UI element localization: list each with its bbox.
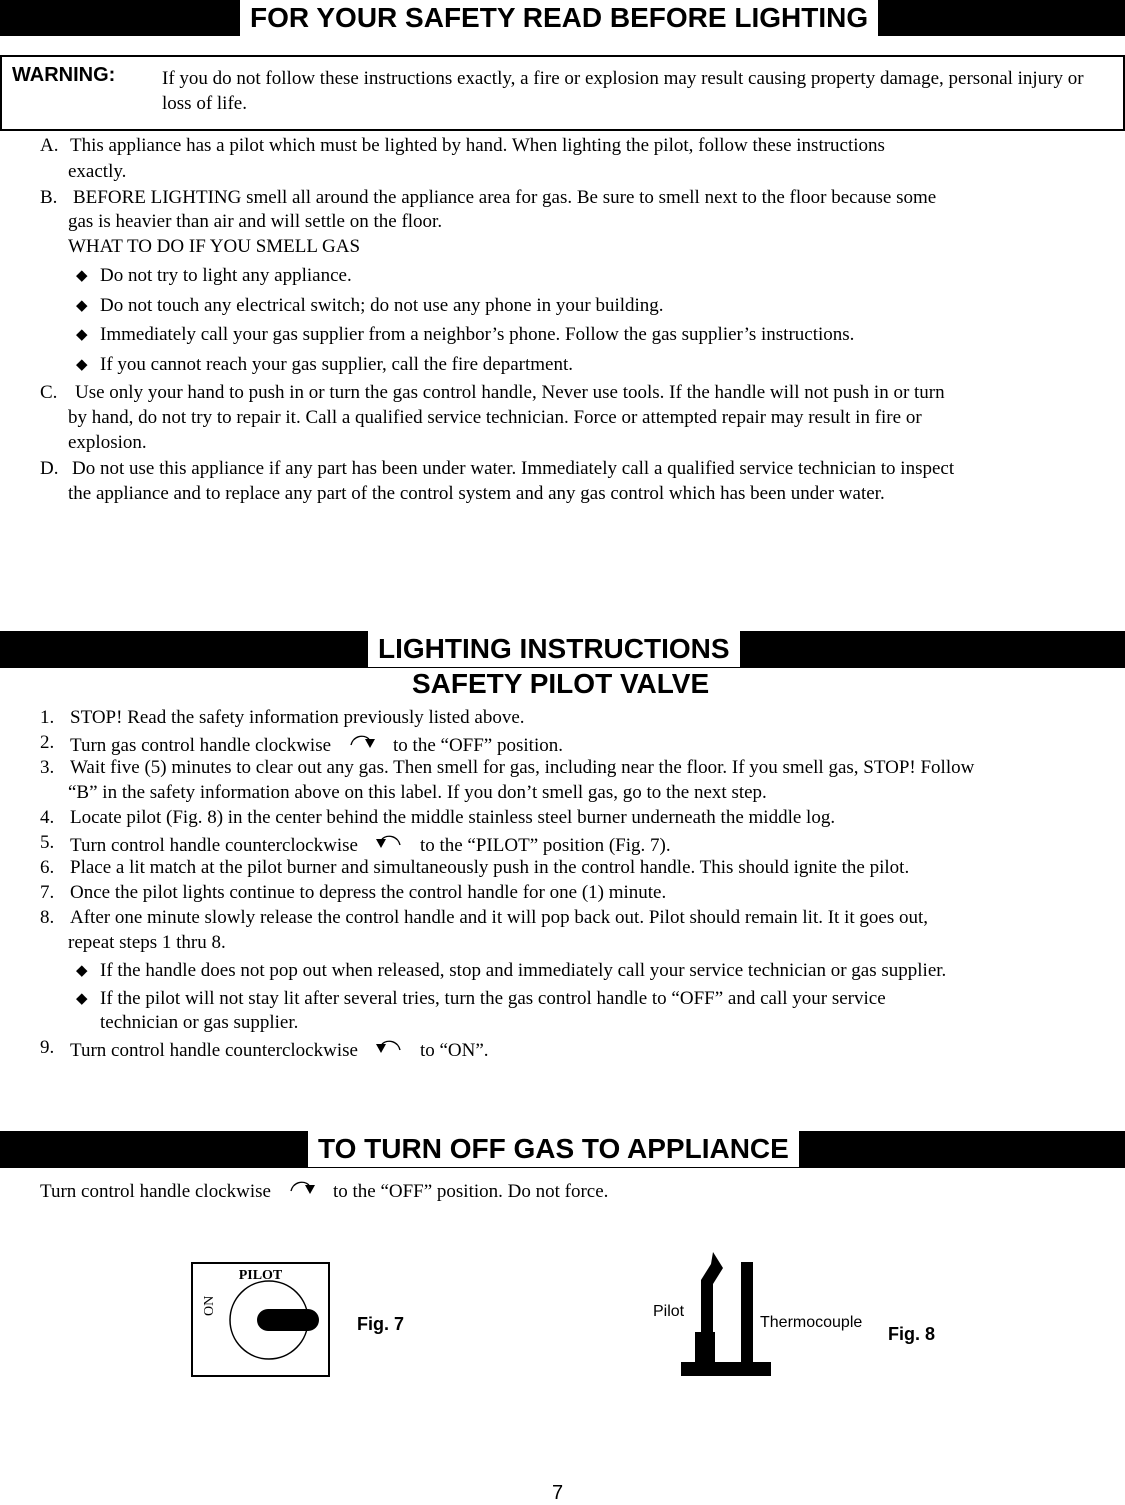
step-8-bullet-2-line2: technician or gas supplier. xyxy=(100,1012,299,1033)
item-b-label: B. xyxy=(40,187,58,208)
step-7: Once the pilot lights continue to depress the control handle for one (1) minute. xyxy=(70,882,667,903)
gas-bullet-2: Do not touch any electrical switch; do not use any phone in your building. xyxy=(100,295,664,316)
counterclockwise-arrow-icon xyxy=(372,1036,406,1067)
turnoff-post: to the “OFF” position. Do not force. xyxy=(332,1180,609,1202)
safety-heading: FOR YOUR SAFETY READ BEFORE LIGHTING xyxy=(240,0,878,36)
fig8-label: Fig. 8 xyxy=(888,1324,936,1344)
item-a-line2: exactly. xyxy=(68,161,127,182)
step-7-number: 7. xyxy=(40,882,55,903)
item-b-line2: gas is heavier than air and will settle on the floor. xyxy=(68,211,443,232)
warning-label: WARNING: xyxy=(12,64,116,86)
fig7-knob-icon xyxy=(193,1264,328,1375)
gas-bullet-4: If you cannot reach your gas supplier, call the fire department. xyxy=(100,354,573,375)
item-d-line2: the appliance and to replace any part of the control system and any gas control which has been under water. xyxy=(68,483,885,504)
item-a-line1: This appliance has a pilot which must be lighted by hand. When lighting the pilot, follow these instructions xyxy=(70,135,885,156)
gas-bullet-1: Do not try to light any appliance. xyxy=(100,265,352,286)
item-d-label: D. xyxy=(40,458,59,479)
page-number: 7 xyxy=(552,1482,564,1504)
step-3-line1: Wait five (5) minutes to clear out any gas. Then smell for gas, including near the floor. If you smell gas, STOP! Follow xyxy=(70,757,975,778)
item-b-subheading: WHAT TO DO IF YOU SMELL GAS xyxy=(68,236,361,257)
step-8-line2: repeat steps 1 thru 8. xyxy=(68,932,226,953)
step-4: Locate pilot (Fig. 8) in the center behind the middle stainless steel burner underneath the middle log. xyxy=(70,807,836,828)
item-c-line1: Use only your hand to push in or turn the gas control handle, Never use tools. If the handle will not push in or turn xyxy=(75,382,945,403)
step-9 xyxy=(70,1036,489,1067)
item-d-line1: Do not use this appliance if any part has been under water. Immediately call a qualified service technician to inspect xyxy=(72,458,955,479)
diamond-bullet-icon: ◆ xyxy=(76,991,88,1007)
step-9-pre: Turn control handle counterclockwise xyxy=(70,1039,358,1061)
fig8-pilot-text: Pilot xyxy=(653,1303,685,1320)
step-2-number: 2. xyxy=(40,732,55,753)
item-c-line2: by hand, do not try to repair it. Call a qualified service technician. Force or attempted repair may result in fire or xyxy=(68,407,922,428)
fig7-pilot-text: PILOT xyxy=(238,1268,283,1283)
fig7-on-text: ON xyxy=(202,1295,217,1316)
turnoff-pre: Turn control handle clockwise xyxy=(40,1180,271,1202)
warning-text: If you do not follow these instructions exactly, a fire or explosion may result causing property damage, personal injury or loss of life. xyxy=(162,68,1084,114)
diamond-bullet-icon: ◆ xyxy=(76,327,88,343)
turnoff-heading: TO TURN OFF GAS TO APPLIANCE xyxy=(308,1131,799,1167)
item-c-line3: explosion. xyxy=(68,432,147,453)
turnoff-instruction xyxy=(40,1177,608,1208)
step-2-post: to the “OFF” position. xyxy=(393,734,563,756)
item-b-line1: BEFORE LIGHTING smell all around the appliance area for gas. Be sure to smell next to the floor because some xyxy=(73,187,937,208)
clockwise-arrow-icon xyxy=(285,1177,319,1208)
step-1: STOP! Read the safety information previously listed above. xyxy=(70,707,525,728)
step-1-number: 1. xyxy=(40,707,55,728)
step-8-line1: After one minute slowly release the control handle and it will pop back out. Pilot should remain lit. It it goes out, xyxy=(70,907,928,928)
step-6: Place a lit match at the pilot burner and simultaneously push in the control handle. This should ignite the pilot. xyxy=(70,857,910,878)
step-8-bullet-2-line1: If the pilot will not stay lit after several tries, turn the gas control handle to “OFF” and call your service xyxy=(100,988,886,1009)
step-3-number: 3. xyxy=(40,757,55,778)
lighting-subheading: SAFETY PILOT VALVE xyxy=(412,668,710,699)
fig8-pilot-assembly-icon xyxy=(675,1248,785,1378)
lighting-heading: LIGHTING INSTRUCTIONS xyxy=(368,631,740,667)
step-6-number: 6. xyxy=(40,857,55,878)
diamond-bullet-icon: ◆ xyxy=(76,298,88,314)
fig8-thermocouple-text: Thermocouple xyxy=(760,1314,863,1331)
item-c-label: C. xyxy=(40,382,58,403)
fig7-control-knob xyxy=(191,1262,330,1377)
step-5-post: to the “PILOT” position (Fig. 7). xyxy=(419,834,671,856)
step-4-number: 4. xyxy=(40,807,55,828)
step-5-pre: Turn control handle counterclockwise xyxy=(70,834,358,856)
gas-bullet-3: Immediately call your gas supplier from a neighbor’s phone. Follow the gas supplier’s instructions. xyxy=(100,324,855,345)
item-a-label: A. xyxy=(40,135,59,156)
warning-box xyxy=(0,55,1125,131)
step-5-number: 5. xyxy=(40,832,55,853)
step-9-number: 9. xyxy=(40,1037,55,1058)
diamond-bullet-icon: ◆ xyxy=(76,963,88,979)
step-8-number: 8. xyxy=(40,907,55,928)
step-2-pre: Turn gas control handle clockwise xyxy=(70,734,332,756)
step-8-bullet-1: If the handle does not pop out when released, stop and immediately call your service technician or gas supplier. xyxy=(100,960,947,981)
diamond-bullet-icon: ◆ xyxy=(76,357,88,373)
diamond-bullet-icon: ◆ xyxy=(76,268,88,284)
step-3-line2: “B” in the safety information above on this label. If you don’t smell gas, go to the next step. xyxy=(68,782,767,803)
step-9-post: to “ON”. xyxy=(419,1039,489,1061)
fig7-label: Fig. 7 xyxy=(357,1314,405,1334)
